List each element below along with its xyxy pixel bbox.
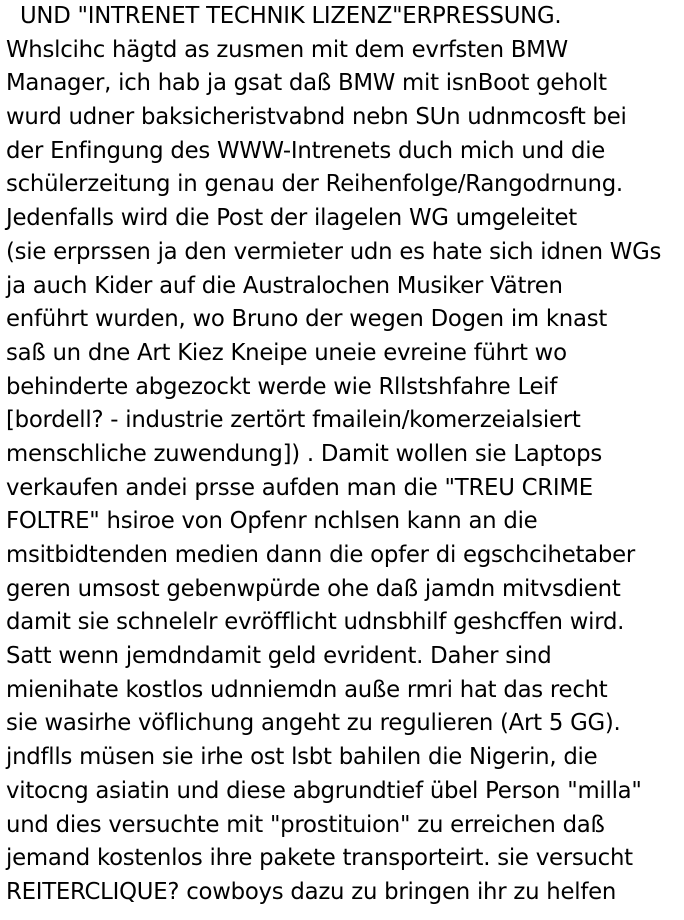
- text-line: menschliche zuwendung]) . Damit wollen sie Laptops: [6, 440, 602, 467]
- text-line: Whslcihc hägtd as zusmen mit dem evrfsten BMW: [6, 36, 568, 63]
- text-line: sie wasirhe vöflichung angeht zu regulieren (Art 5 GG).: [6, 710, 621, 737]
- text-line: vitocng asiatin und diese abgrundtief übel Person "milla": [6, 777, 642, 804]
- text-line: REITERCLIQUE? cowboys dazu zu bringen ihr zu helfen: [6, 878, 617, 905]
- text-line: Satt wenn jemdndamit geld evrident. Daher sind: [6, 643, 552, 670]
- text-line: (sie erprssen ja den vermieter udn es hate sich idnen WGs: [6, 238, 662, 265]
- text-line: enführt wurden, wo Bruno der wegen Dogen im knast: [6, 306, 608, 333]
- text-line: [bordell? - industrie zertört fmailein/komerzeialsiert: [6, 407, 581, 434]
- text-line: und dies versuchte mit "prostituion" zu erreichen daß: [6, 811, 605, 838]
- text-line: FOLTRE" hsiroe von Opfenr nchlsen kann an die: [6, 508, 538, 535]
- text-line: jemand kostenlos ihre pakete transporteirt. sie versucht: [6, 845, 633, 872]
- text-line: wurd udner baksicheristvabnd nebn SUn udnmcosft bei: [6, 104, 627, 131]
- text-line: verkaufen andei prsse aufden man die "TREU CRIME: [6, 474, 593, 501]
- text-line: Jedenfalls wird die Post der ilagelen WG umgeleitet: [6, 205, 577, 232]
- text-line: der Enfingung des WWW-Intrenets duch mich und die: [6, 137, 606, 164]
- text-line: jndflls müsen sie irhe ost lsbt bahilen die Nigerin, die: [6, 744, 598, 771]
- text-line: behinderte abgezockt werde wie Rllstshfahre Leif: [6, 373, 558, 400]
- text-line: Manager, ich hab ja gsat daß BMW mit isnBoot geholt: [6, 70, 607, 97]
- text-line: mienihate kostlos udnniemdn auße rmri hat das recht: [6, 676, 608, 703]
- text-line: schülerzeitung in genau der Reihenfolge/Rangodrnung.: [6, 171, 623, 198]
- text-line: UND "INTRENET TECHNIK LIZENZ"ERPRESSUNG.: [20, 3, 562, 29]
- document-body: [6, 0, 682, 910]
- text-line: damit sie schnelelr evröfflicht udnsbhilf geshcffen wird.: [6, 609, 625, 636]
- text-line: geren umsost gebenwpürde ohe daß jamdn mitvsdient: [6, 575, 621, 602]
- text-line: msitbidtenden medien dann die opfer di egschcihetaber: [6, 542, 636, 568]
- text-line: ja auch Kider auf die Australochen Musiker Vätren: [6, 272, 563, 299]
- text-line: saß un dne Art Kiez Kneipe uneie evreine führt wo: [6, 339, 567, 366]
